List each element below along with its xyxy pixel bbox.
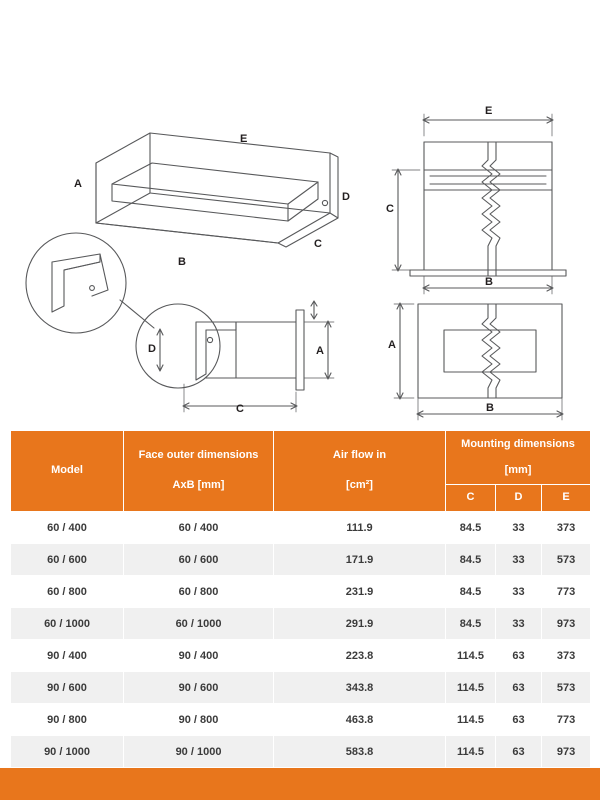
front-view-top — [392, 114, 566, 294]
table-row — [11, 672, 591, 704]
table-row — [11, 608, 591, 640]
cell-e: 373 — [542, 512, 591, 544]
header-face-outer-dimensions — [124, 431, 274, 512]
label-D: D — [342, 191, 350, 203]
table-row — [11, 736, 591, 768]
cell-model: 90 / 800 — [11, 704, 124, 736]
header-mounting-dimensions — [446, 431, 591, 485]
label-A-side: A — [316, 345, 324, 357]
label-D-side: D — [148, 343, 156, 355]
cell-face-outer: 60 / 600 — [124, 544, 274, 576]
cell-e: 773 — [542, 704, 591, 736]
cell-model: 60 / 600 — [11, 544, 124, 576]
table-row — [11, 576, 591, 608]
cell-air-flow: 343.8 — [274, 672, 446, 704]
side-section-view — [136, 301, 334, 412]
cell-air-flow: 463.8 — [274, 704, 446, 736]
isometric-view — [96, 133, 338, 247]
cell-e: 573 — [542, 544, 591, 576]
cell-air-flow: 231.9 — [274, 576, 446, 608]
header-face-line1: Face outer dimensions — [138, 449, 259, 462]
table-row — [11, 640, 591, 672]
cell-d: 63 — [496, 736, 542, 768]
detail-circle-left — [26, 233, 154, 333]
header-mounting-line2: [mm] — [504, 463, 532, 476]
cell-air-flow: 223.8 — [274, 640, 446, 672]
cell-c: 114.5 — [446, 672, 496, 704]
cell-face-outer: 60 / 400 — [124, 512, 274, 544]
cell-d: 63 — [496, 640, 542, 672]
cell-c: 84.5 — [446, 576, 496, 608]
label-A: A — [74, 178, 82, 190]
label-B-front-bottom: B — [486, 402, 494, 414]
cell-air-flow: 583.8 — [274, 736, 446, 768]
cell-d: 33 — [496, 512, 542, 544]
header-airflow-line2: [cm²] — [346, 479, 373, 491]
label-C-side: C — [236, 403, 244, 415]
cell-air-flow: 111.9 — [274, 512, 446, 544]
cell-c: 84.5 — [446, 512, 496, 544]
cell-model: 60 / 800 — [11, 576, 124, 608]
table-body — [11, 512, 591, 768]
cell-d: 33 — [496, 608, 542, 640]
cell-d: 63 — [496, 704, 542, 736]
header-mounting-line1: Mounting dimensions — [461, 437, 575, 450]
front-view-bottom — [394, 303, 563, 420]
cell-face-outer: 60 / 1000 — [124, 608, 274, 640]
header-model: Model — [11, 431, 124, 512]
cell-c: 84.5 — [446, 608, 496, 640]
footer-accent-bar — [0, 768, 600, 800]
table-header — [11, 431, 591, 512]
header-col-c: C — [446, 485, 496, 512]
table-row — [11, 544, 591, 576]
label-E-front: E — [485, 105, 493, 117]
header-air-flow — [274, 431, 446, 512]
table-row — [11, 704, 591, 736]
header-airflow-line1: Air flow in — [332, 449, 387, 462]
cell-face-outer: 90 / 800 — [124, 704, 274, 736]
specification-table-wrapper — [10, 430, 590, 768]
label-B-front: B — [485, 276, 493, 288]
cell-model: 60 / 1000 — [11, 608, 124, 640]
cell-face-outer: 90 / 400 — [124, 640, 274, 672]
cell-e: 973 — [542, 608, 591, 640]
label-C: C — [314, 238, 322, 250]
cell-model: 90 / 600 — [11, 672, 124, 704]
cell-model: 90 / 1000 — [11, 736, 124, 768]
cell-c: 114.5 — [446, 640, 496, 672]
cell-face-outer: 90 / 1000 — [124, 736, 274, 768]
cell-face-outer: 90 / 600 — [124, 672, 274, 704]
header-col-d: D — [496, 485, 542, 512]
cell-e: 373 — [542, 640, 591, 672]
cell-d: 33 — [496, 544, 542, 576]
specification-table — [10, 430, 591, 768]
header-col-e: E — [542, 485, 591, 512]
label-E: E — [240, 133, 248, 145]
cell-model: 90 / 400 — [11, 640, 124, 672]
cell-c: 84.5 — [446, 544, 496, 576]
cell-e: 773 — [542, 576, 591, 608]
cell-d: 63 — [496, 672, 542, 704]
cell-c: 114.5 — [446, 736, 496, 768]
header-face-line2: AxB [mm] — [172, 479, 225, 491]
cell-e: 973 — [542, 736, 591, 768]
table-row — [11, 512, 591, 544]
label-A-front-bottom: A — [388, 339, 396, 351]
cell-air-flow: 171.9 — [274, 544, 446, 576]
cell-air-flow: 291.9 — [274, 608, 446, 640]
cell-e: 573 — [542, 672, 591, 704]
cell-model: 60 / 400 — [11, 512, 124, 544]
cell-d: 33 — [496, 576, 542, 608]
cell-c: 114.5 — [446, 704, 496, 736]
cell-face-outer: 60 / 800 — [124, 576, 274, 608]
label-C-front: C — [386, 203, 394, 215]
label-B: B — [178, 256, 186, 268]
